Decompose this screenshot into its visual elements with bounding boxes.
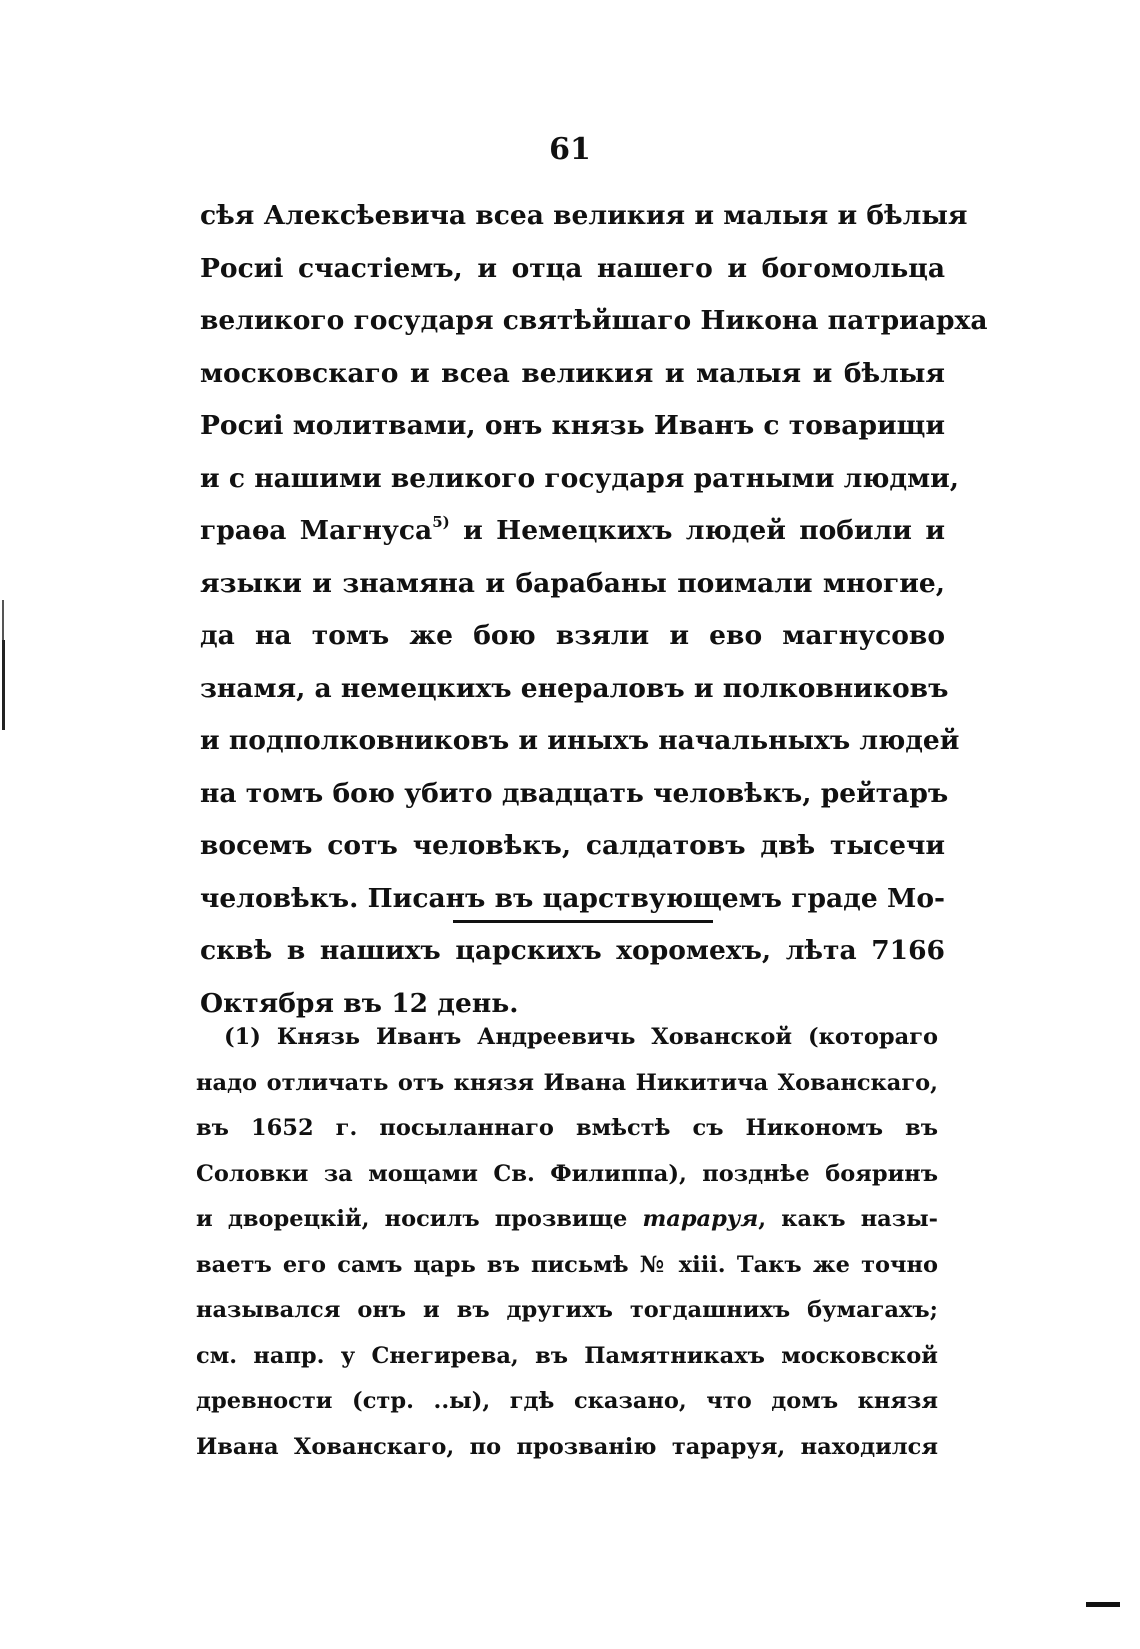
footnote-italic-word: тараруя [642,1206,759,1232]
main-line: знамя, а немецкихъ енераловъ и полковниковъ [200,672,949,704]
scan-margin-mark [2,640,5,730]
page-number: 61 [549,132,591,167]
main-line: Росиі молитвами, онъ князь Иванъ с товарищи [200,410,945,441]
main-line: языки и знамяна и барабаны поимали многие, [200,567,945,599]
footnote-line: (1) Князь Иванъ Андреевичь Хованской (котораго [224,1024,938,1050]
main-line-part: и Немецкихъ людей побили и [463,515,945,546]
footnote-line: въ 1652 г. посыланнаго вмѣстѣ съ Никономъ въ [196,1115,938,1141]
main-line: человѣкъ. Писанъ въ царствующемъ граде Мо- [200,882,945,914]
main-line: великого государя святѣйшаго Никона патриарха [200,305,988,336]
main-line: восемъ сотъ человѣкъ, салдатовъ двѣ тысечи [200,830,945,861]
footnote-block [196,1015,938,1470]
main-line [200,505,945,558]
footnote-line: см. напр. у Снегирева, въ Памятникахъ московской [196,1342,938,1369]
main-text-block [200,190,988,1030]
main-line: и с нашими великого государя ратными людми, [200,462,959,494]
main-line: да на томъ же бою взяли и ево магнусово [200,620,945,651]
main-line: сѣя Алексѣевича всеа великия и малыя и бѣлыя [200,200,968,231]
footnote-line: ваетъ его самъ царь въ письмѣ № xiii. Такъ же точно [196,1251,938,1278]
footnote-line: Ивана Хованскаго, по прозванію тараруя, находился [196,1433,938,1460]
footnote-line: надо отличать отъ князя Ивана Никитича Хованскаго, [196,1069,938,1096]
footnote-line-part: и дворецкій, носилъ прозвище [196,1206,628,1232]
footnote-reference: 5) [432,513,450,531]
main-line: Октября въ 12 день. [200,987,519,1019]
main-line: Росиі счастіемъ, и отца нашего и богомольца [200,252,945,284]
main-line-part: граѳа Магнуса [200,515,433,546]
section-divider [453,920,713,923]
main-line: на томъ бою убито двадцать человѣкъ, рейтаръ [200,777,949,809]
main-line: и подполковниковъ и иныхъ начальныхъ людей [200,725,960,756]
scan-corner-mark [1086,1602,1120,1607]
main-line: сквѣ в нашихъ царскихъ хоромехъ, лѣта 7166 [200,935,945,966]
footnote-line-part: , какъ назы- [758,1206,938,1232]
footnote-line: назывался онъ и въ другихъ тогдашнихъ бумагахъ; [196,1297,938,1323]
footnote-line: Соловки за мощами Св. Филиппа), позднѣе бояринъ [196,1160,938,1187]
main-line: московскаго и всеа великия и малыя и бѣлыя [200,357,945,389]
footnote-line: древности (стр. ..ы), гдѣ сказано, что домъ князя [196,1388,938,1414]
footnote-line [196,1197,938,1243]
